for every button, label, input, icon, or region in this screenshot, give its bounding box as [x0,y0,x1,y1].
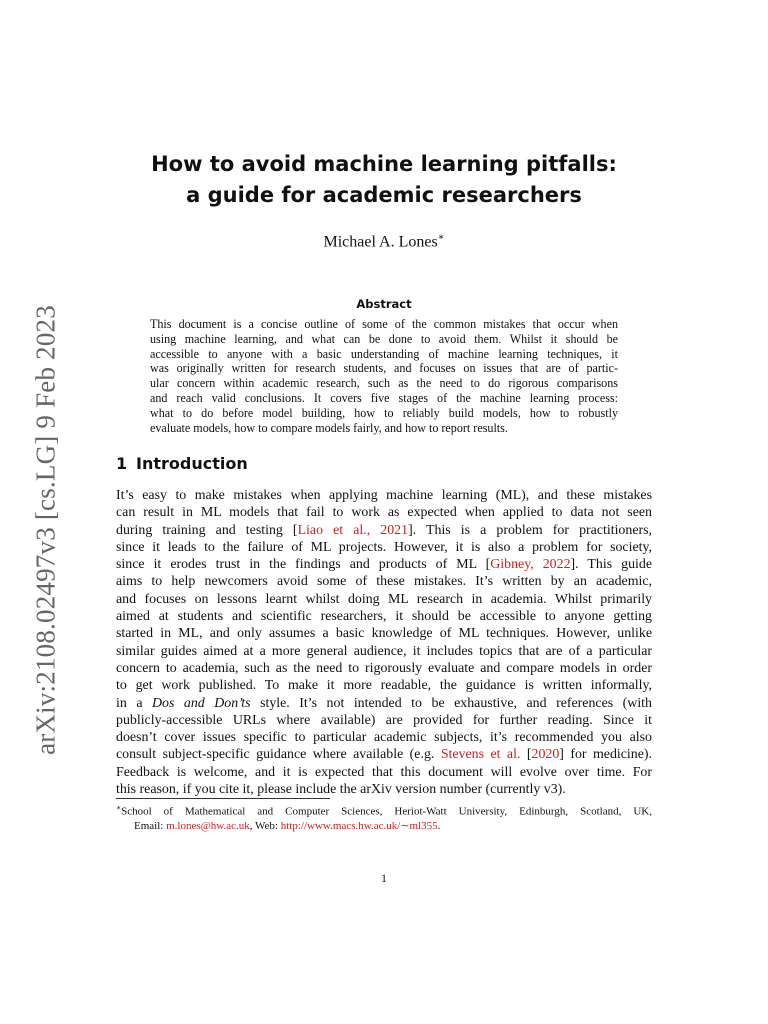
arxiv-side-identifier [24,305,68,755]
abstract-line: accessible to anyone with a basic understanding of machine learning techniques, it [150,346,618,361]
email-link[interactable]: m.lones@hw.ac.uk [166,819,250,832]
page-number: 1 [381,871,387,885]
body-line: doesn’t cover issues specific to particular academic subjects, it’s recommended you also [116,730,652,746]
author-name: Michael A. Lones [323,233,438,251]
body-line: aimed at students and scientific researchers, it should be accessible to anyone getting [116,609,652,625]
footnote-end: . [437,819,441,832]
footnote-affiliation: School of Mathematical and Computer Sciences, Heriot-Watt University, Edinburgh, Scotland, UK, [121,805,652,818]
body-text-run: [ [520,747,532,763]
body-line: concern to academia, such as the need to rigorously evaluate and compare models in order [116,660,652,676]
citation-link-gibney[interactable]: Gibney, 2022 [490,557,571,573]
abstract-line: ular concern within academic research, such as the need to do rigorous comparisons [150,376,618,391]
section-heading-introduction [116,453,652,475]
body-line [116,556,652,573]
web-label: , Web: [249,819,281,832]
footnote-line-2 [116,819,652,833]
body-text-run: ] for medicine). [559,747,653,763]
title-line-2: a guide for academic researchers [186,183,582,207]
body-line: can result in ML models that fail to work as expected when applied to data not seen [116,505,652,521]
email-label: Email: [134,819,167,832]
body-line [116,746,652,763]
footnote-mark: ∗ [116,803,122,812]
body-line: similar guides aimed at a more general audience, it includes topics that are of a particular [116,643,652,659]
body-text-run: ]. This is a problem for practitioners, [408,522,652,538]
footnote-line-1 [116,801,652,819]
abstract-body [150,317,618,435]
abstract-line: evaluate models, how to compare models fairly, and how to report results. [150,420,508,435]
citation-link-stevens-year[interactable]: 2020 [531,747,560,763]
abstract-line: was originally written for research students, and focuses on issues that are of partic- [150,361,618,376]
body-text-run: since it erodes trust in the findings and products of ML [ [116,557,491,573]
section-title: Introduction [136,454,248,473]
body-line: since it leads to the failure of ML projects. However, it is also a problem for society, [116,539,652,555]
citation-link-stevens[interactable]: Stevens et al. [440,747,521,763]
body-text-run: style. It’s not intended to be exhaustive, and references (with [250,695,652,711]
body-text-run: in a [116,695,153,711]
author-footnote-mark: ∗ [437,232,445,243]
body-line: publicly-accessible URLs where available) are provided for further reading. Since it [116,712,652,728]
body-line: aims to help newcomers avoid some of these mistakes. It’s written by an academic, [116,574,652,590]
body-line [116,695,652,712]
abstract-line: using machine learning, and what can be done to avoid them. Whilst it should be [150,331,618,346]
body-line: this reason, if you cite it, please include the arXiv version number (currently v3). [116,782,566,798]
body-text-run: ]. This guide [570,557,652,573]
section-number: 1 [116,454,128,473]
emphasized-text: Dos and Don’ts [152,695,251,711]
paper-title [116,149,652,211]
body-line: and focuses on lessons learnt whilst doing ML research in academia. Whilst primarily [116,591,652,607]
body-line: to get work published. To make it more readable, the guidance is written informally, [116,678,652,694]
footnote-rule [116,798,330,799]
footnote [116,801,652,833]
body-line: Feedback is welcome, and it is expected that this document will evolve over time. For [116,764,652,780]
citation-link-liao[interactable]: Liao et al., 2021 [297,522,409,538]
abstract-heading: Abstract [356,297,412,311]
body-line: It’s easy to make mistakes when applying machine learning (ML), and these mistakes [116,488,652,503]
arxiv-identifier-text: arXiv:2108.02497v3 [cs.LG] 9 Feb 2023 [30,305,61,755]
body-text-run: consult subject-specific guidance where available (e.g. [116,747,441,763]
abstract-line: This document is a concise outline of some of the common mistakes that occur when [150,317,618,331]
body-text-run: during training and testing [ [116,522,298,538]
author-line [116,228,652,252]
body-line [116,522,652,539]
abstract-line: and reach valid conclusions. It covers five stages of the machine learning process: [150,390,618,405]
abstract-line: what to do before model building, how to reliably build models, how to robustly [150,405,618,420]
title-line-1: How to avoid machine learning pitfalls: [151,152,617,176]
introduction-body [116,487,652,798]
web-link[interactable]: http://www.macs.hw.ac.uk/∼ml355 [280,819,438,832]
body-line: started in ML, and only assumes a basic knowledge of ML techniques. However, unlike [116,626,652,642]
